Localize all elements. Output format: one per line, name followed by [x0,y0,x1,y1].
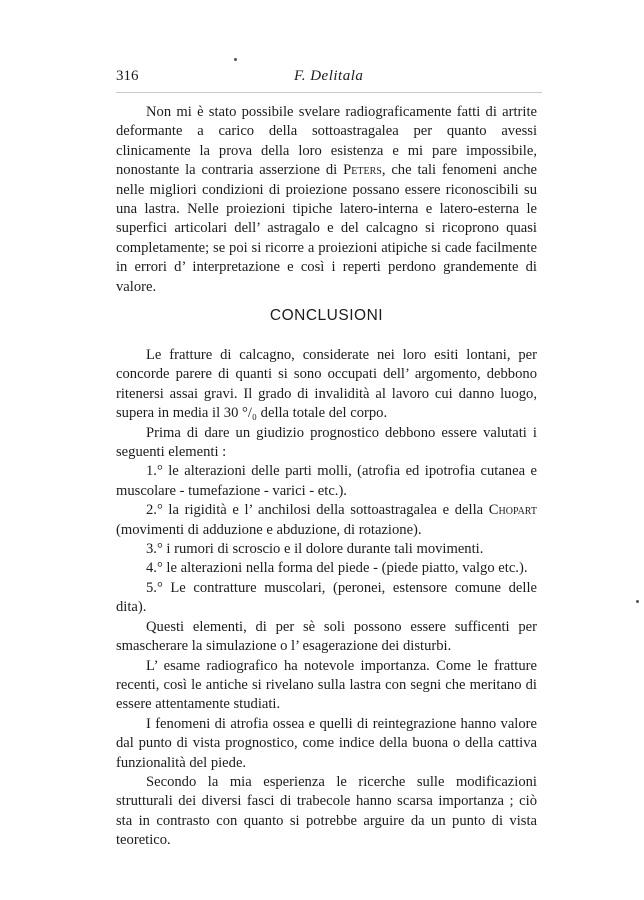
intro-text-part: Non mi è stato possibile svelare radiograficamente fatti di artrite deformante a carico della sottoastragalea per quanto avessi clinicamente la prova della loro esistenza e mi pare impossibile, nonostante la contraria asserzione di [116,104,537,179]
scan-speck [636,600,639,603]
paragraph: Secondo la mia esperienza le ricerche sulle modificazioni strutturali dei diversi fasci di trabecole hanno scarsa importanza ; ciò sta in contrasto con quanto si potrebbe arguire da un punto di vista teoretico. [116,773,537,849]
header-rule [116,92,542,93]
list-item: 3.° i rumori di scroscio e il dolore durante tali movimenti. [146,541,484,558]
author-name-chopart: Chopart [488,502,537,519]
paragraph: L’ esame radiografico ha notevole importanza. Come le fratture recenti, così le antiche si rivelano sulla lastra con segni che meritano di essere attentamente studiati. [116,657,537,713]
list-item-part: (movimenti di adduzione e abduzione, di rotazione). [116,521,422,538]
list-item: 5.° Le contratture muscolari, (peronei, estensore comune delle dita). [116,579,537,616]
list-item: 1.° le alterazioni delle parti molli, (atrofia ed ipotrofia cutanea e muscolare - tumefazione - varici - etc.). [116,463,537,499]
list-item-part: 2.° la rigidità e l’ anchilosi della sottoastragalea e della [146,502,489,519]
paragraph: Prima di dare un giudizio prognostico debbono essere valutati i seguenti elementi : [116,424,537,461]
paragraph: Questi elementi, di per sè soli possono essere sufficenti per smascherare la simulazione o l’ esagerazione dei disturbi. [116,618,537,655]
author-name-peters: Peters [343,162,382,179]
intro-text [116,103,537,297]
paragraph: Le fratture di calcagno, considerate nei loro esiti lontani, per concorde parere di quanti si sono occupati dell’ argomento, debbono ritenersi assai gravi. Il grado di invalidità al lavoro cui danno luogo, supera in media il 30 °/₀ della totale del corpo. [116,347,537,422]
intro-paragraph [116,103,537,297]
running-head: F. Delitala [294,68,364,84]
intro-text-part: , che tali fenomeni anche nelle migliori condizioni di proiezione possano essere riconoscibili su una lastra. Nelle proiezioni tipiche latero-interna e latero-esterna le superfici articolari dell’ astragalo e del calcagno si ricoprono quasi completamente; se poi si ricorre a proiezioni atipiche si cade facilmente in errori d’ interpretazione e così i reperti perdono grandemente di valore. [116,162,537,295]
conclusions-text [116,346,537,851]
paragraph: I fenomeni di atrofia ossea e quelli di reintegrazione hanno valore dal punto di vista prognostico, come indice della buona o della cattiva funzionalità del piede. [116,715,537,771]
page-number: 316 [116,68,139,84]
list-item [116,501,537,540]
section-heading: CONCLUSIONI [269,307,384,324]
list-item: 4.° le alterazioni nella forma del piede - (piede piatto, valgo etc.). [146,560,528,577]
scan-speck [234,58,237,61]
